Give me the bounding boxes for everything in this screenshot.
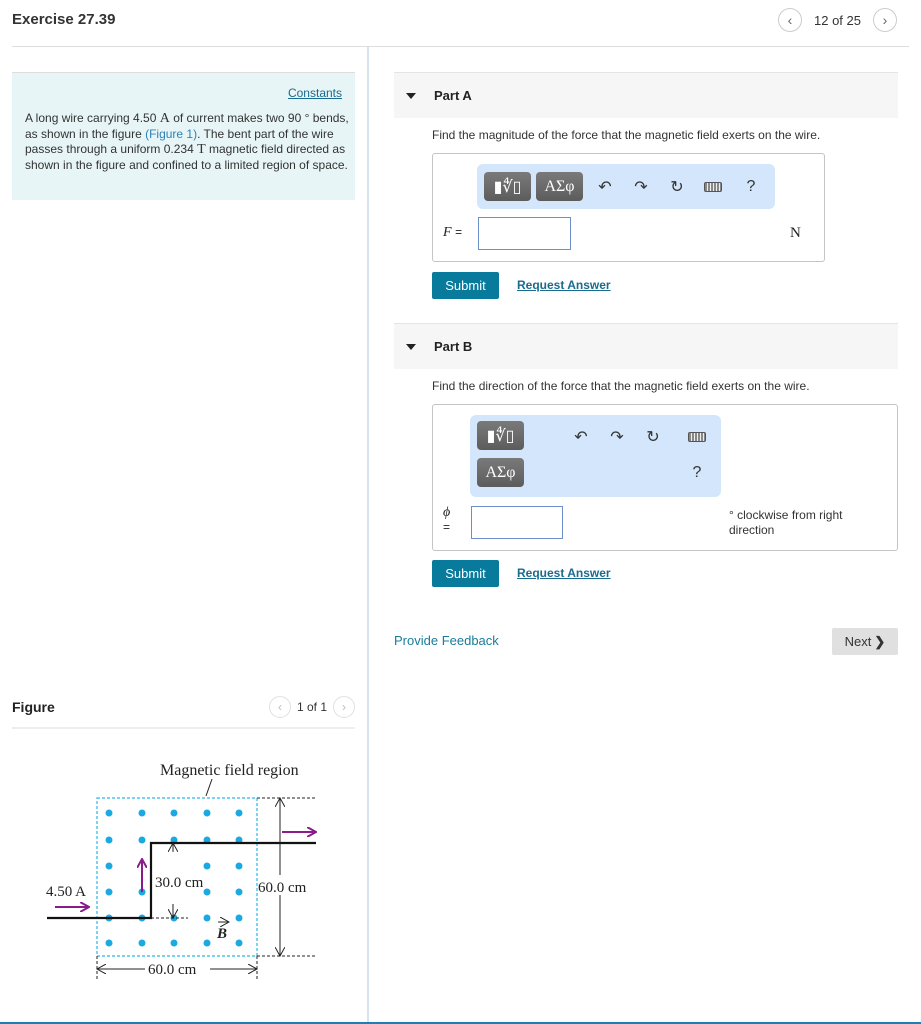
problem-text — [25, 111, 350, 173]
force-magnitude-input[interactable] — [478, 217, 571, 250]
problem-text-3: . The bent part of the wire passes through a uniform 0.234 — [25, 126, 334, 156]
column-divider — [367, 47, 369, 1024]
help-icon[interactable]: ? — [746, 178, 756, 195]
exercise-pagination — [778, 8, 897, 32]
next-exercise-button[interactable] — [873, 8, 897, 32]
templates-button[interactable]: ▮∜▯ — [477, 421, 524, 450]
collapse-caret-icon — [406, 93, 416, 99]
height-inner-label: 30.0 cm — [155, 875, 204, 891]
part-b-question: Find the direction of the force that the magnetic field exerts on the wire. — [432, 379, 810, 393]
unit-ampere: A — [159, 111, 170, 126]
header-divider — [12, 46, 909, 47]
exercise-counter: 12 of 25 — [814, 12, 861, 28]
chevron-left-icon: ‹ — [787, 12, 793, 28]
provide-feedback-link[interactable]: Provide Feedback — [394, 633, 499, 648]
reset-icon[interactable]: ↻ — [670, 179, 684, 196]
exercise-header — [0, 0, 921, 46]
figure-pagination — [269, 696, 355, 718]
exercise-title: Exercise 27.39 — [12, 11, 116, 28]
variable-label: F = — [443, 225, 463, 240]
figure-title: Figure — [12, 699, 55, 715]
next-button-label: Next — [844, 634, 872, 649]
field-label: B — [217, 926, 228, 942]
prev-exercise-button[interactable] — [778, 8, 802, 32]
next-figure-button[interactable] — [333, 696, 355, 718]
part-a-question: Find the magnitude of the force that the magnetic field exerts on the wire. — [432, 128, 821, 142]
problem-text-2: of current makes two 90 ° bends, as shown in the figure — [25, 111, 349, 141]
current-label: 4.50 A — [46, 884, 87, 900]
chevron-right-icon: ❯ — [874, 633, 886, 649]
next-button[interactable] — [832, 628, 898, 655]
constants-link[interactable]: Constants — [287, 86, 342, 100]
math-toolbar — [470, 415, 721, 497]
undo-icon[interactable]: ↶ — [598, 179, 612, 196]
part-b-title: Part B — [434, 339, 473, 354]
chevron-left-icon: ‹ — [277, 700, 282, 714]
greek-symbols-button[interactable]: ΑΣφ — [477, 458, 524, 487]
part-a-answer-box — [432, 153, 825, 262]
region-label: Magnetic field region — [160, 762, 299, 779]
figure-link[interactable]: (Figure 1) — [145, 126, 198, 141]
part-a-title: Part A — [434, 88, 472, 103]
math-toolbar — [477, 164, 775, 209]
chevron-right-icon: › — [882, 12, 888, 28]
figure-diagram — [40, 750, 330, 990]
part-b-answer-box — [432, 404, 898, 551]
templates-button[interactable]: ▮∜▯ — [484, 172, 531, 201]
greek-symbols-button[interactable]: ΑΣφ — [536, 172, 583, 201]
redo-icon[interactable]: ↷ — [634, 179, 648, 196]
collapse-caret-icon — [406, 344, 416, 350]
problem-text-1: A long wire carrying 4.50 — [25, 111, 160, 125]
part-b-header[interactable] — [394, 323, 898, 369]
height-outer-label: 60.0 cm — [258, 880, 307, 896]
keyboard-icon[interactable] — [687, 427, 707, 447]
part-a — [394, 72, 898, 302]
variable-label: ϕ = — [443, 505, 451, 534]
part-b — [394, 323, 898, 593]
direction-angle-input[interactable] — [471, 506, 563, 539]
problem-text-4: magnetic field directed as shown in the figure and confined to a limited region of space. — [25, 142, 348, 172]
request-answer-link[interactable]: Request Answer — [517, 566, 611, 580]
part-a-header[interactable] — [394, 72, 898, 118]
prev-figure-button[interactable] — [269, 696, 291, 718]
keyboard-icon[interactable] — [703, 177, 723, 197]
submit-button[interactable]: Submit — [432, 560, 499, 587]
unit-tesla: T — [197, 142, 206, 157]
unit-label: ° clockwise from right direction — [729, 508, 843, 537]
width-label: 60.0 cm — [148, 962, 197, 978]
figure-counter: 1 of 1 — [296, 700, 327, 714]
problem-statement — [12, 72, 355, 200]
figure-header — [12, 699, 355, 729]
request-answer-link[interactable]: Request Answer — [517, 278, 611, 292]
redo-icon[interactable]: ↷ — [610, 429, 624, 446]
unit-label: N — [790, 225, 801, 241]
help-icon[interactable]: ? — [692, 464, 702, 481]
submit-button[interactable]: Submit — [432, 272, 499, 299]
reset-icon[interactable]: ↻ — [646, 429, 660, 446]
chevron-right-icon: › — [342, 700, 346, 714]
undo-icon[interactable]: ↶ — [574, 429, 588, 446]
